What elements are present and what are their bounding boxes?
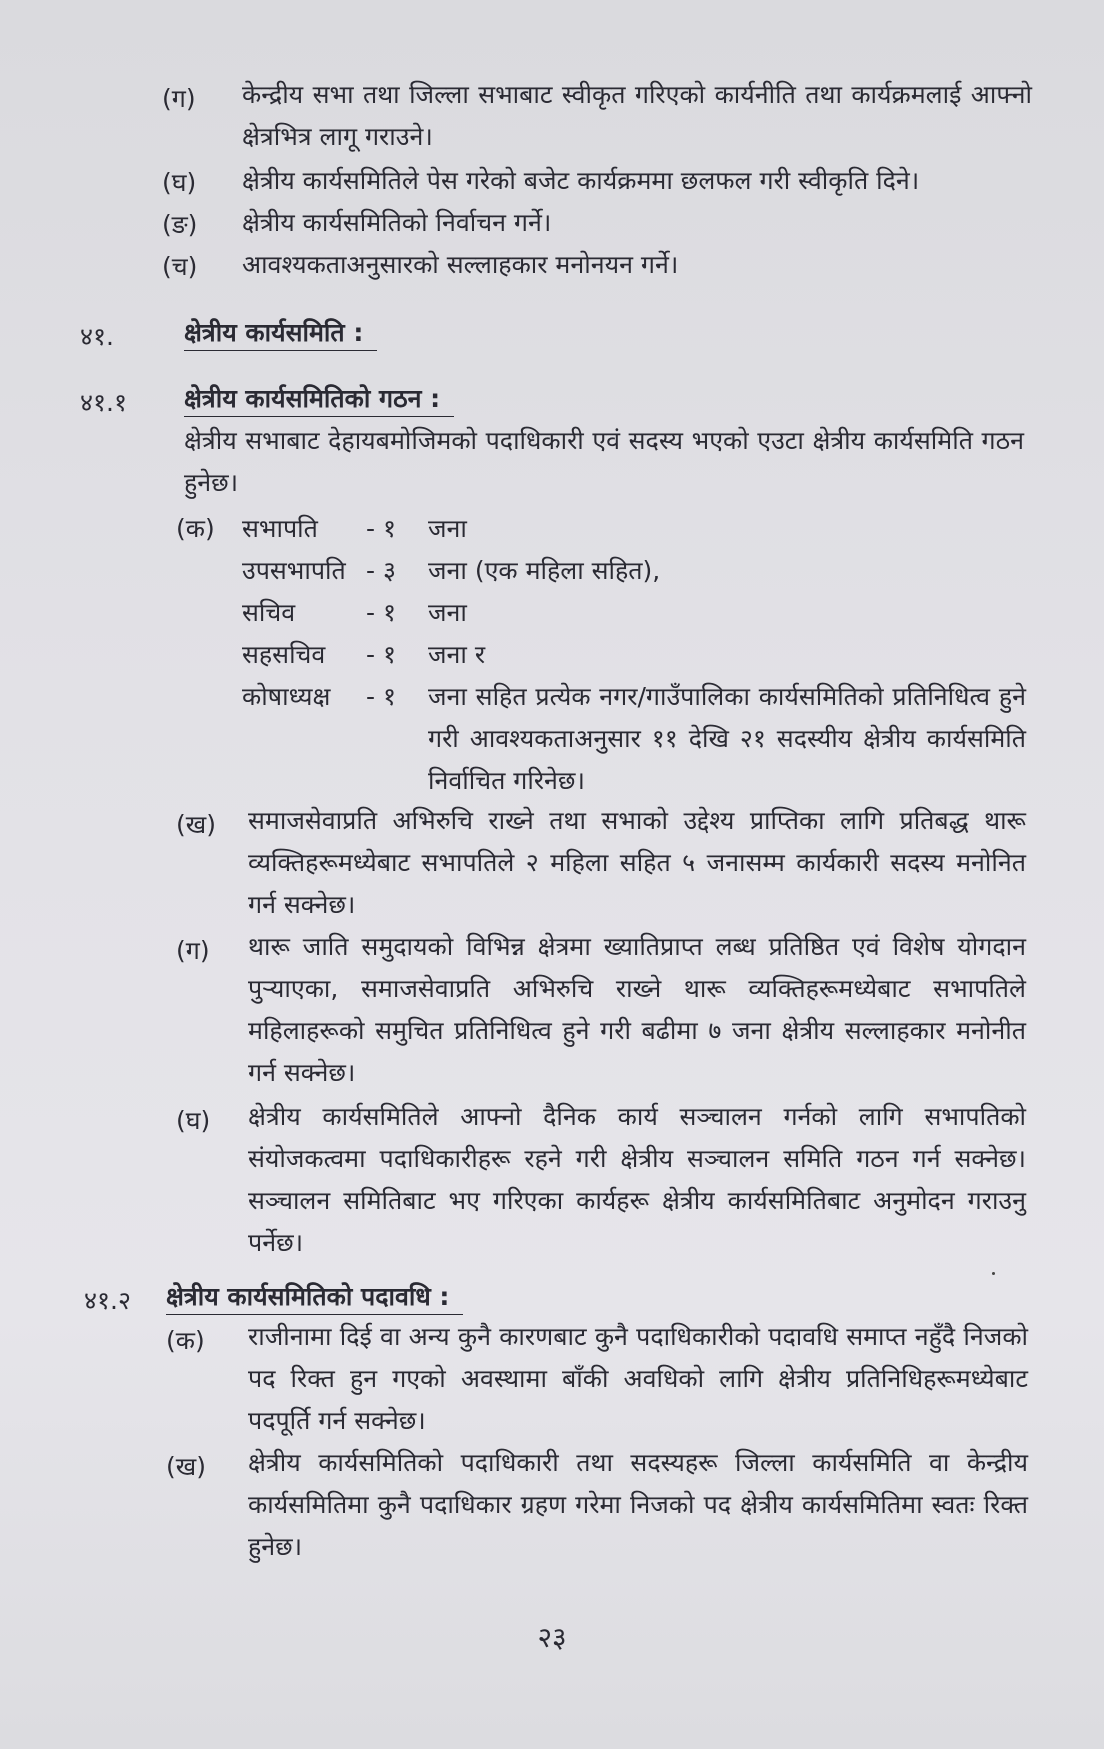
clause-text: राजीनामा दिई वा अन्य कुनै कारणबाट कुनै पदाधिकारीको पदावधि समाप्त नहुँदै निजको पद रिक्त हुन गएको अवस्थामा बाँकी अवधिको लागि क्षेत्रीय प्रतिनिधिहरूमध्येबाट पदपूर्ति गर्न सक्नेछ। — [248, 1322, 1028, 1435]
clause-label: (क) — [166, 1326, 205, 1355]
clause-label: (घ) — [176, 1106, 211, 1135]
list-item-text: क्षेत्रीय कार्यसमितिले पेस गरेको बजेट कार्यक्रममा छलफल गरी स्वीकृति दिने। — [242, 166, 920, 195]
list-item-text: आवश्यकताअनुसारको सल्लाहकार मनोनयन गर्ने। — [242, 250, 679, 279]
section-number: ४१.१ — [80, 388, 127, 417]
stray-mark — [992, 1272, 995, 1275]
post-note: जना — [428, 598, 467, 627]
section-title-text: क्षेत्रीय कार्यसमिति : — [184, 316, 377, 351]
section-title — [166, 1276, 463, 1318]
post-count: - १ — [366, 682, 396, 711]
post-role: उपसभापति — [242, 556, 346, 585]
list-label: (ङ) — [162, 210, 198, 239]
clause-text: समाजसेवाप्रति अभिरुचि राख्ने तथा सभाको उद्देश्य प्राप्तिका लागि प्रतिबद्ध थारू व्यक्तिहरूमध्येबाट सभापतिले २ महिला सहित ५ जनासम्म कार्यकारी सदस्य मनोनित गर्न सक्नेछ। — [248, 806, 1026, 919]
section-intro: क्षेत्रीय सभाबाट देहायबमोजिमको पदाधिकारी एवं सदस्य भएको एउटा क्षेत्रीय कार्यसमिति गठन हुनेछ। — [184, 426, 1024, 497]
post-note: जना — [428, 514, 467, 543]
post-note: जना (एक महिला सहित), — [428, 556, 661, 585]
clause-text: क्षेत्रीय कार्यसमितिको पदाधिकारी तथा सदस्यहरू जिल्ला कार्यसमिति वा केन्द्रीय कार्यसमितिमा कुनै पदाधिकार ग्रहण गरेमा निजको पद क्षेत्रीय कार्यसमितिमा स्वतः रिक्त हुनेछ। — [248, 1448, 1028, 1561]
section-title — [184, 378, 454, 420]
post-count: - १ — [366, 598, 396, 627]
clause-text: थारू जाति समुदायको विभिन्न क्षेत्रमा ख्यातिप्राप्त लब्ध प्रतिष्ठित एवं विशेष योगदान पुऱ्याएका, समाजसेवाप्रति अभिरुचि राख्ने थारू व्यक्तिहरूमध्येबाट सभापतिले महिलाहरूको समुचित प्रतिनिधित्व हुने गरी बढीमा ७ जना क्षेत्रीय सल्लाहकार मनोनीत गर्न सक्नेछ। — [248, 932, 1026, 1087]
page-number: २३ — [537, 1621, 567, 1654]
post-role: सचिव — [242, 598, 296, 627]
post-count: - १ — [366, 514, 396, 543]
section-title-text: क्षेत्रीय कार्यसमितिको पदावधि : — [166, 1280, 463, 1315]
clause-label: (ग) — [176, 936, 210, 965]
section-number: ४१.२ — [84, 1286, 131, 1315]
list-item-text: केन्द्रीय सभा तथा जिल्ला सभाबाट स्वीकृत गरिएको कार्यनीति तथा कार्यक्रमलाई आफ्नो क्षेत्रभित्र लागू गराउने। — [242, 80, 1032, 151]
post-role: सभापति — [242, 514, 318, 543]
clause-label: (ख) — [166, 1452, 206, 1481]
list-label: (च) — [162, 252, 198, 281]
clause-label: (क) — [176, 514, 215, 543]
post-role: कोषाध्यक्ष — [242, 682, 331, 711]
clause-text: क्षेत्रीय कार्यसमितिले आफ्नो दैनिक कार्य सञ्चालन गर्नको लागि सभापतिको संयोजकत्वमा पदाधिकारीहरू रहने गरी क्षेत्रीय सञ्चालन समिति गठन गर्न सक्नेछ। सञ्चालन समितिबाट भए गरिएका कार्यहरू क्षेत्रीय कार्यसमितिबाट अनुमोदन गराउनु पर्नेछ। — [248, 1102, 1026, 1257]
post-note: जना र — [428, 640, 486, 669]
section-number: ४१. — [80, 322, 114, 351]
post-count: - १ — [366, 640, 396, 669]
post-note: जना सहित प्रत्येक नगर/गाउँपालिका कार्यसमितिको प्रतिनिधित्व हुने गरी आवश्यकताअनुसार ११ देखि २१ सदस्यीय क्षेत्रीय कार्यसमिति निर्वाचित गरिनेछ। — [428, 682, 1026, 795]
section-title-text: क्षेत्रीय कार्यसमितिको गठन : — [184, 382, 454, 417]
list-label: (ग) — [162, 84, 196, 113]
list-label: (घ) — [162, 168, 197, 197]
post-role: सहसचिव — [242, 640, 326, 669]
section-title — [184, 312, 377, 354]
post-count: - ३ — [366, 556, 396, 585]
clause-label: (ख) — [176, 810, 216, 839]
list-item-text: क्षेत्रीय कार्यसमितिको निर्वाचन गर्ने। — [242, 208, 552, 237]
